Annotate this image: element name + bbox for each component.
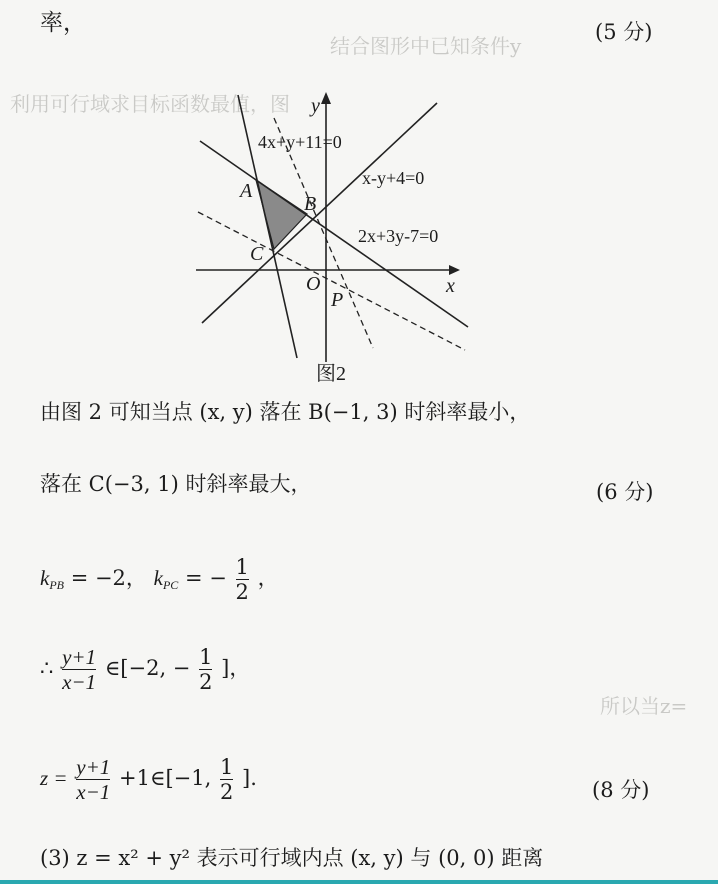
k-pb-subscript: PB — [49, 578, 64, 593]
top-text: 率， — [40, 10, 86, 36]
part-3-text: (3) z = x² + y² 表示可行域内点 (x, y) 与 (0, 0) 距离 — [40, 846, 544, 870]
label-C: C — [250, 243, 264, 265]
fraction-one-half: $\frac{1}{2}$ — [219, 755, 234, 805]
figure-2 — [0, 0, 718, 390]
x-axis-arrow — [449, 265, 460, 275]
score-8: (8 分) — [592, 778, 650, 802]
label-origin: O — [306, 273, 321, 295]
k-pc-value: = − — [184, 566, 227, 591]
fraction-one-half: $\frac{1}{2}$ — [199, 645, 213, 695]
fraction-one-half: $\frac{1}{2}$ — [235, 555, 249, 605]
ratio-range-equation: ∴ $\frac{y+1}{x-1}$ ∈[−2, − $\frac{1}{2}$ ]， — [40, 645, 251, 695]
slope-equation: $k_{PB} = -2$， $k_{PC}$ = − $\frac{1}{2}$ ， — [40, 555, 279, 605]
k-pc-subscript: PC — [162, 578, 179, 593]
fraction-y1-x1: $\frac{y+1}{x-1}$ — [76, 755, 111, 805]
z-range-equation: z = $\frac{y+1}{x-1}$ +1∈[−1, $\frac{1}{2}$ ]. — [40, 755, 257, 805]
bottom-strip — [0, 880, 718, 884]
label-line-x-y-4: x-y+4=0 — [362, 168, 425, 188]
score-6: (6 分) — [596, 480, 654, 504]
therefore-symbol: ∴ — [40, 656, 54, 681]
label-line-4x-y-11: 4x+y+11=0 — [258, 132, 342, 152]
label-line-2x-3y-7: 2x+3y-7=0 — [358, 226, 439, 246]
feasible-region — [256, 180, 307, 249]
text-line-2: 落在 C(−3, 1) 时斜率最大， — [40, 472, 312, 496]
bleed-through-text: 所以当z= — [600, 694, 688, 718]
y-axis-arrow — [321, 92, 331, 104]
score-5: (5 分) — [595, 20, 653, 44]
text-line-1: 由图 2 可知当点 (x, y) 落在 B(−1, 3) 时斜率最小， — [40, 400, 531, 424]
label-A: A — [240, 180, 253, 202]
bleed-through-text: 利用可行域求目标函数最值，图 — [10, 92, 290, 116]
label-y: y — [311, 95, 320, 117]
bleed-through-text: 结合图形中已知条件y — [330, 34, 522, 58]
k-pb-symbol: k — [40, 566, 50, 591]
fraction-y1-x1: $\frac{y+1}{x-1}$ — [62, 645, 97, 695]
label-B: B — [304, 193, 317, 215]
label-P: P — [331, 289, 344, 311]
figure-caption: 图2 — [316, 363, 346, 385]
k-pb-value: = −2， — [70, 566, 147, 591]
label-x: x — [446, 275, 455, 297]
k-pc-symbol: k — [153, 566, 163, 591]
